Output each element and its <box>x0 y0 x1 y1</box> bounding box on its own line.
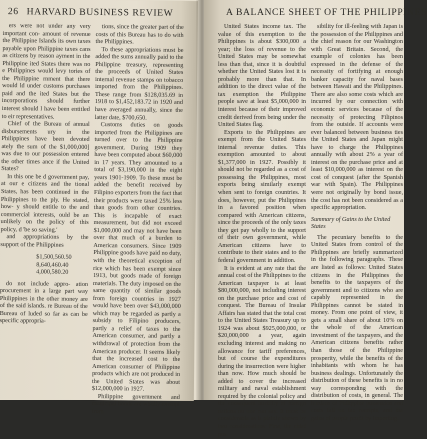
running-head-right <box>226 7 427 18</box>
paragraph: In this one be d government pay, at our e citizens and the tional States, has been continued in the Philippines to the ply. He stated, how- y should entitle to the and commercial interests, ould be an unlikely on the policy of this policy, d 'be so saving.' <box>1 174 90 235</box>
running-head-left-title: HARVARD BUSINESS REVIEW <box>27 6 174 19</box>
paragraph: and appropriations by the support of the Philippines <box>0 234 88 250</box>
appropriation-figures <box>36 255 88 278</box>
paragraph: Chief of the Bureau of annual disbursements ury in the Philippines have been devoted ately the sum of the $1,000,000] was due to our possession entered the other times ance if the United States? <box>1 121 90 175</box>
right-column-2 <box>311 24 403 423</box>
right-page <box>204 0 404 400</box>
figure-line: 4,000,580.20 <box>36 270 88 278</box>
paragraph: United States income tax. The value of this exemption to the Philippines is about $300,000 a year; the loss of revenue to the United States may be somewhat less than that, since it is doubtful whether the United States lost it is probably more than that. In addition to the direct value of the tax exemption the Philippine people save at least $5,000,000 in interest because of their improved credit derived from being under the United States flag. <box>218 24 306 130</box>
left-column-1 <box>0 23 91 327</box>
right-column-1 <box>218 24 306 439</box>
paragraph: do not include appro- ation procurement in a large part way Philippines in the other money are of the said islands. re Bureau of the Bureau of luded so far as can be specific appropria- <box>0 281 88 327</box>
running-head-left <box>8 6 174 19</box>
paragraph: Customs duties on goods imported from the Philippines are turned over to the Philippine government. During 1909 they have been computed about $60,000 in 17 years. They amounted to a total of $3,190,000 in the eight years 1901-1909. To these must be added the benefit received by Filipino exporters from the fact that their products were taxed 25% less than goods from other countries. This is incapable of exact measurement, but did not exceed $1,000,000 and may not have been over that much of a burden to American consumers. Since 1909 Philippine goods have paid no duty, with the theoretical exception of rice which has been exempt since 1913, but goods made of foreign materials. The duty imposed on the same quantity of similar goods from foreign countries in 1927 would have been over $43,000,000 which may be regarded as partly a subsidy to Filipino producers, partly a relief of taxes to the American consumer, and partly a withdrawal of protection from the American producer. It seems likely that the increased cost to the American consumer of Philippine products which are not produced in the United States was about $12,000,000 in 1927. <box>92 122 183 395</box>
paragraph: The pecuniary benefits to the United States from control of the Philippines are briefly summarized in the following paragraphs. These are listed as follows: United States citizens in the Philippines the benefits to the taxpayers of the government and to citizens who are capably represented in the Philippines cannot be stated in money. From one point of view, it gets a small share of about 10% on the whole of the American investment of the taxpayers, and the American citizens benefits rather than those of the Philippine prosperity, while the benefits of the inhabitants with whom he has business dealings. Unfortunately the distribution of these benefits is in no way corresponding with the distribution of costs, in general. The burdens of Philippine possession and costs fall on tax receipts, and the gains of people profit by importing. <box>311 235 403 424</box>
paragraph: tions, since the greater part of the costs of this Bureau has to do with the Philippines. <box>96 24 184 48</box>
paragraph: It is evident at any rate that the annual cost of the Philippines to the American taxpayer is at least $80,000,000, not including interest on the purchase price and cost of conquest. The Bureau of Insular Affairs has stated that the total cost to the United States Treasury up to 1924 was about $925,000,000, or $20,000,000 a year, again excluding interest and making no allowance for tariff preferences, but of course the expenditures during the insurrection were higher than now. How much should be added to cover the increased military and naval establishment required by the colonial policy and the consequent hostility of foreign nations no one can say. It must be considerable as is plainly shown by two considerations: First, the chief pos- <box>218 266 306 439</box>
figure-line: $1,500,560.50 <box>36 255 88 263</box>
paragraph: Philippine government and municipal bonds are wholly exempt from <box>92 394 180 418</box>
paragraph: ers were not under any very important con- amount of revenue the Philippine Islands its own taxes payable upon Philippine taxes cans as citizens by reason ayment in the Philippine ited States there was no e Philippines would levy tories of the Philippine rnment that there would ld under customs purchases paid and the ited States but the incorporations should further interest should l have been entitled to eir representatives. <box>2 23 91 122</box>
page-number-left: 26 <box>8 6 19 17</box>
paragraph: sibility for ill-feeling with Japan is the possession of the Philippines and the chief reason for our Washington with Great Britain. Second, the example of colonies has been expressed in the defense of the necessity of fortifying at enough banker capacity for naval bases between Hawaii and the Philippines. There are also some costs which are incurred by our connection with economic services because of the necessity of protecting Filipinos from the outside. If accounts were ever balanced between business ties the United States and Japan might have to charge the Philippines annually with about 2% a year of interest on the purchase price and at least $10,000,000 as interest on the cost of conquest (after the Spanish war with Spain). The Philippines were not originally by bond issue, the cost has not been considered as a specific appropriation. <box>311 24 403 213</box>
running-head-right-title: A BALANCE SHEET OF THE PHILIPPINES <box>226 7 427 18</box>
left-page <box>0 0 198 401</box>
left-column-2 <box>92 24 184 417</box>
paragraph: To these appropriations must be added the sums annually paid to the Philippine treasury, representing the proceeds of United States internal revenue stamps on tobacco imported from the Philippines. These range from $128,035.69 in 1918 to $1,452,183.72 in 1920 and have averaged annually, since the latter date, $700,650. <box>95 47 184 123</box>
paragraph: Exports to the Philippines are exempt from the United States internal revenue duties. This exemption amounted to about $1,377,000 in 1927. Possibly it should not be regarded as a cost of possessing the Philippines, most exports being similarly exempt when sent to foreign countries. It does, however, put the Philippines in a favored position when compared with American citizens, since the proceeds of the only taxes they get pay wholly to the support of their own government, while American citizens have to contribute to their states and to the federal government in addition. <box>218 130 306 266</box>
section-subheading: Summary of Gains to the United States <box>311 217 403 232</box>
figure-line: 8,640,460.40 <box>36 262 88 270</box>
